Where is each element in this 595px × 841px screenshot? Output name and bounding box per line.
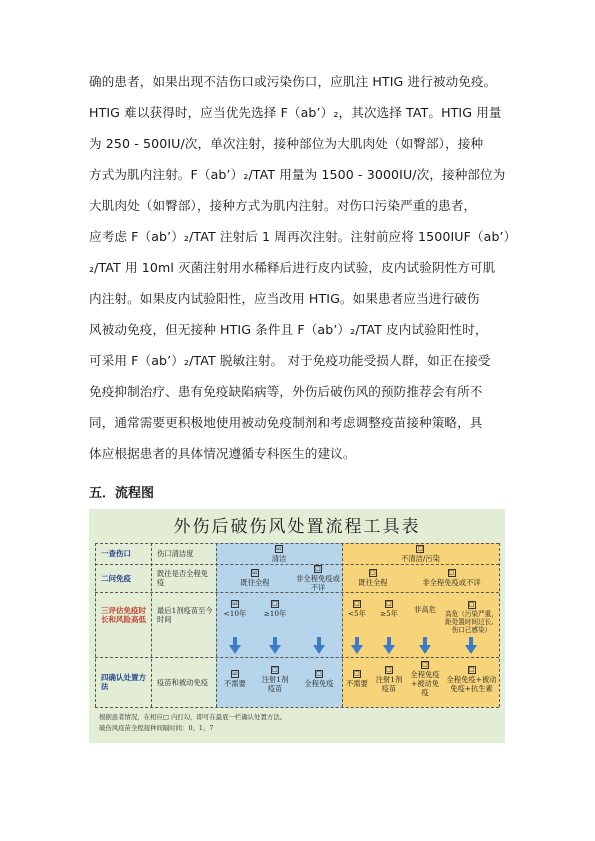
- arrow-icon: [419, 645, 431, 654]
- checkbox[interactable]: □: [448, 569, 455, 576]
- option-label: 不需要: [346, 679, 368, 688]
- checkbox[interactable]: □: [386, 665, 392, 673]
- option-full-course-dirty[interactable]: [342, 564, 404, 592]
- option-label: 全程免疫+被动免疫+抗生素: [446, 674, 497, 693]
- checkbox[interactable]: □: [354, 670, 360, 677]
- checkbox[interactable]: □: [316, 670, 322, 677]
- option-label: 高危（污染严重，距处置时间过长、伤口已感染）: [445, 609, 498, 634]
- checkbox-dirty[interactable]: □: [417, 544, 424, 552]
- row-label-check-wound: 一查伤口: [101, 549, 131, 558]
- checkbox[interactable]: ☑: [252, 569, 258, 576]
- option-label: 注射1剂疫苗: [261, 674, 289, 693]
- arrow: [317, 637, 321, 645]
- checkbox[interactable]: □: [386, 600, 392, 607]
- option-label: <5年: [347, 609, 367, 618]
- option-label: ≥5年: [379, 609, 399, 618]
- action-none-clean[interactable]: [216, 659, 254, 699]
- checkbox[interactable]: ☑: [232, 600, 238, 607]
- option-label: 全程免疫: [304, 679, 334, 688]
- arrow: [387, 637, 391, 645]
- checkbox[interactable]: □: [468, 600, 475, 608]
- paragraph-line: 体应根据患者的具体情况遵循专科医生的建议。: [89, 446, 356, 461]
- option-partial-dirty[interactable]: [404, 564, 499, 592]
- option-label: 注射1剂疫苗: [375, 674, 403, 693]
- row-label-assess-risk: 三评估免疫时长和风险高低: [101, 606, 146, 624]
- row-label-ask-immunity: 二问免疫: [101, 573, 131, 583]
- checkbox[interactable]: □: [272, 600, 278, 607]
- option-low-risk[interactable]: 非高危: [414, 604, 436, 614]
- grid-line: [499, 543, 500, 707]
- paragraph-line: 为 250 - 500IU/次，单次注射，接种部位为大肌肉处（如臀部），接种: [89, 136, 484, 151]
- footnote-text: 内打勾，即可在最底一栏确认处置方法。: [168, 713, 287, 721]
- checkbox[interactable]: □: [315, 564, 321, 572]
- arrow-icon: [269, 645, 281, 654]
- option-label: 既往全程: [240, 578, 270, 587]
- row-desc-last-dose: 最后1剂疫苗至今时间: [157, 606, 213, 624]
- footnote-text: 根据患者情况，在相应: [99, 713, 163, 721]
- checkbox[interactable]: □: [370, 569, 376, 576]
- option-high-risk[interactable]: [444, 595, 499, 639]
- arrow: [273, 637, 277, 645]
- checkbox[interactable]: □: [272, 665, 278, 673]
- action-full-course-clean[interactable]: [296, 659, 342, 699]
- checkbox[interactable]: ☑: [232, 670, 238, 677]
- arrow-icon: [229, 645, 241, 654]
- checkbox-clean[interactable]: ☑: [276, 544, 282, 552]
- row-desc-vaccine-passive: 疫苗和被动免疫: [157, 677, 209, 687]
- arrow: [233, 637, 237, 645]
- figure-title: 外伤后破伤风处置流程工具表: [173, 517, 421, 537]
- option-lt10[interactable]: [216, 595, 254, 623]
- arrow-icon: [313, 645, 325, 654]
- option-label: 既往全程: [358, 578, 388, 587]
- action-one-dose-dirty[interactable]: [372, 659, 406, 699]
- paragraph-line: 免疫抑制治疗、患有免疫缺陷病等，外伤后破伤风的预防推荐会有所不: [89, 384, 483, 399]
- row-desc-wound: 伤口清洁度: [157, 549, 194, 558]
- grid-line: [95, 707, 499, 708]
- option-lt5[interactable]: [342, 595, 372, 623]
- action-full-plus-passive[interactable]: [406, 659, 444, 699]
- paragraph-line: 内注射。如果皮内试验阳性，应当改用 HTIG。如果患者应当进行破伤: [89, 291, 480, 306]
- arrow-icon: [351, 645, 363, 654]
- action-one-dose-clean[interactable]: [254, 659, 296, 699]
- paragraph-line: 大肌肉处（如臀部），接种方式为肌内注射。对伤口污染严重的患者，: [89, 198, 477, 213]
- action-full-passive-antibiotic[interactable]: [444, 659, 499, 699]
- arrow: [423, 637, 427, 645]
- flowchart-figure: [89, 509, 505, 743]
- option-label: <10年: [223, 609, 247, 618]
- paragraph-line: 同，通常需要更积极地使用被动免疫制剂和考虑调整疫苗接种策略，具: [89, 415, 483, 430]
- arrow-icon: [383, 645, 395, 654]
- checkbox[interactable]: □: [354, 600, 360, 607]
- arrow-icon: [465, 645, 477, 654]
- paragraph-line: 可采用 F（ab’）₂/TAT 脱敏注射。 对于免疫功能受损人群，如正在接受: [89, 353, 491, 368]
- arrow: [355, 637, 359, 645]
- paragraph-line: 确的患者，如果出现不洁伤口或污染伤口，应肌注 HTIG 进行被动免疫。: [89, 74, 497, 89]
- row-desc-immunity: 既往是否全程免疫: [157, 569, 209, 587]
- option-label: 非全程免疫或不详: [422, 578, 481, 587]
- paragraph-line: 方式为肌内注射。F（ab’）₂/TAT 用量为 1500 - 3000IU/次，接种部位为: [89, 167, 506, 182]
- paragraph-line: 风被动免疫，但无接种 HTIG 条件且 F（ab’）₂/TAT 皮内试验阳性时，: [89, 322, 488, 337]
- option-clean[interactable]: [216, 543, 342, 564]
- paragraph-line: HTIG 难以获得时，应当优先选择 F（ab’）₂，其次选择 TAT。HTIG 用量: [89, 105, 502, 120]
- footnote-checkbox-symbol: □: [162, 713, 169, 721]
- checkbox[interactable]: □: [422, 661, 428, 668]
- figure-footnote-1: [99, 712, 286, 721]
- option-partial-clean[interactable]: [294, 564, 342, 592]
- arrow: [469, 637, 473, 645]
- action-none-dirty[interactable]: [342, 659, 372, 699]
- section-title: 五．流程图: [89, 486, 155, 501]
- option-label: 非全程免疫或不详: [296, 573, 340, 592]
- row-label-confirm-method: 四确认处置方法: [101, 673, 146, 691]
- option-ge10[interactable]: [256, 595, 294, 623]
- paragraph-line: ₂/TAT 用 10ml 灭菌注射用水稀释后进行皮内试验，皮内试验阴性方可肌: [89, 260, 496, 275]
- option-full-course-clean[interactable]: [216, 564, 294, 592]
- paragraph-line: 应考虑 F（ab’）₂/TAT 注射后 1 周再次注射。注射前应将 1500IUF（ab’）: [89, 229, 517, 244]
- option-label: ≥10年: [263, 609, 287, 618]
- option-label: 不清洁/污染: [401, 553, 440, 563]
- option-label: 全程免疫+被动免疫: [410, 670, 440, 697]
- option-ge5[interactable]: [374, 595, 404, 623]
- option-label: 不需要: [224, 679, 246, 688]
- checkbox[interactable]: □: [468, 665, 475, 673]
- option-label: 清洁: [271, 553, 287, 563]
- option-dirty[interactable]: [342, 543, 499, 564]
- figure-footnote-2: 破伤风疫苗全程接种间隔时间：0、1、7: [99, 724, 214, 732]
